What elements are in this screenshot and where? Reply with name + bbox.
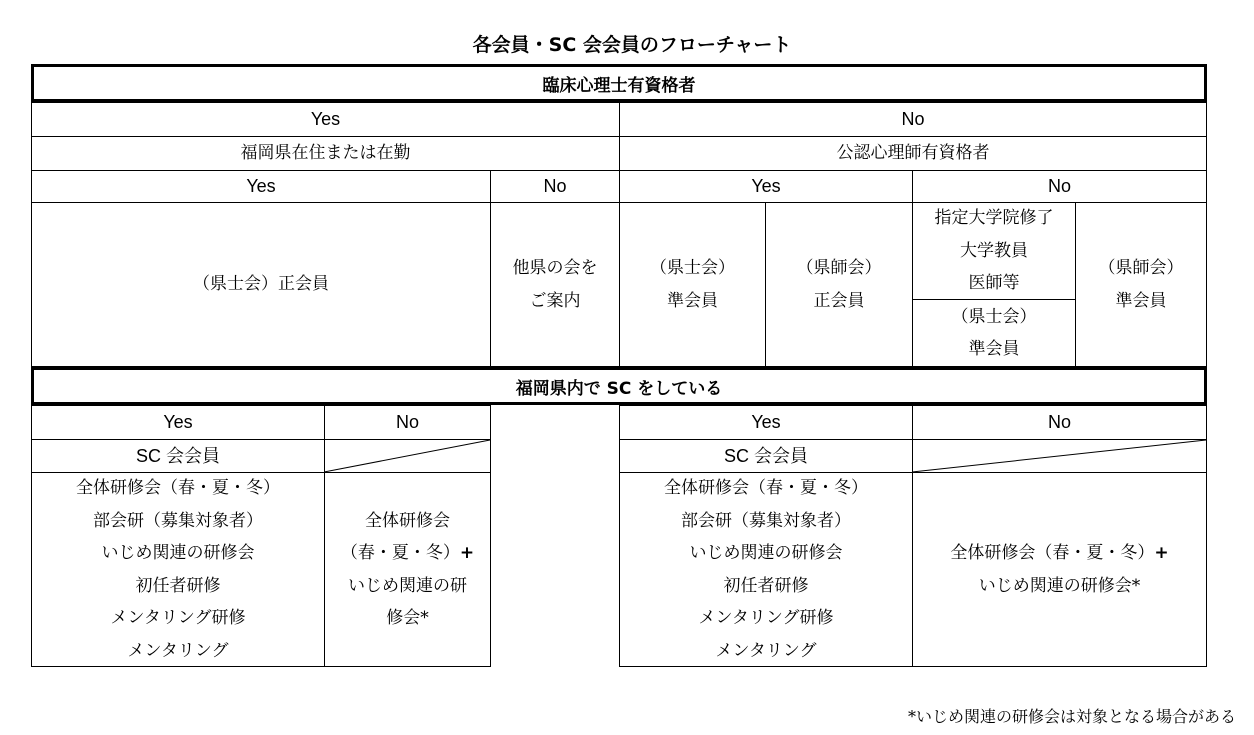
training-item: 全体研修会（春・夏・冬） — [950, 543, 1155, 563]
training-list-no-left — [324, 472, 491, 667]
training-item: 修会* — [386, 608, 429, 628]
training-item-with-plus — [950, 537, 1168, 570]
no-label-sc-left: No — [324, 405, 491, 440]
result-text-line: （県士会） — [951, 306, 1037, 327]
question-certified-psychologist: 公認心理師有資格者 — [619, 136, 1207, 171]
result-text-line: （県師会） — [1098, 258, 1184, 278]
training-item: 全体研修会（春・夏・冬） — [664, 478, 868, 498]
yes-label-l3-left: Yes — [31, 170, 491, 203]
result-text-line: 他県の会を — [512, 258, 598, 278]
result-text-line: 準会員 — [968, 339, 1020, 359]
empty-diagonal-cell-left — [324, 439, 491, 473]
yes-label-l1: Yes — [31, 102, 620, 137]
condition-text-line: 医師等 — [968, 273, 1020, 294]
training-item: 全体研修会 — [365, 510, 450, 531]
training-list-yes-left — [31, 472, 325, 667]
result-text-line: 準会員 — [667, 290, 718, 311]
training-item: 全体研修会（春・夏・冬） — [76, 478, 280, 498]
result-text-line: （県師会） — [796, 258, 882, 278]
result-associate-shikai — [619, 202, 766, 367]
training-item: （春・夏・冬） — [340, 543, 460, 563]
training-item-with-plus — [341, 537, 474, 570]
training-item: いじめ関連の研修会* — [978, 575, 1141, 596]
result-other-prefecture — [490, 202, 620, 367]
plus-sign: + — [459, 543, 475, 563]
sc-member-left: SC 会会員 — [31, 439, 325, 473]
question-sc-in-fukuoka: 福岡県内で SC をしている — [31, 367, 1207, 405]
result-associate-shikai-shi — [1075, 202, 1207, 367]
training-item: いじめ関連の研修会 — [689, 543, 843, 563]
training-item: 初任者研修 — [723, 575, 809, 596]
result-text-line: （県士会） — [650, 258, 735, 278]
result-text-line: ご案内 — [529, 290, 581, 311]
no-label-l1: No — [619, 102, 1207, 137]
condition-text-line: 指定大学院修了 — [934, 208, 1054, 229]
training-item: いじめ関連の研 — [348, 575, 467, 596]
diagonal-line — [324, 439, 491, 473]
result-text-line: 正会員 — [813, 290, 865, 311]
training-item: 部会研（募集対象者） — [93, 510, 263, 531]
condition-text-line: 大学教員 — [960, 240, 1028, 261]
yes-label-sc-left: Yes — [31, 405, 325, 440]
footnote: *いじめ関連の研修会は対象となる場合がある — [907, 707, 1236, 726]
question-fukuoka-resident: 福岡県在住または在勤 — [31, 136, 620, 171]
training-item: いじめ関連の研修会 — [101, 543, 255, 563]
no-label-l3-right: No — [912, 170, 1207, 203]
result-regular-member: （県士会）正会員 — [31, 202, 491, 367]
training-item: メンタリング研修 — [698, 608, 834, 628]
result-text-line: 準会員 — [1115, 290, 1167, 311]
condition-graduate-faculty-doctor — [912, 202, 1076, 300]
yes-label-sc-right: Yes — [619, 405, 913, 440]
plus-sign: + — [1154, 543, 1169, 563]
training-item: メンタリング — [715, 640, 817, 661]
training-item: 初任者研修 — [135, 575, 221, 596]
no-label-l3-left: No — [490, 170, 620, 203]
training-item: メンタリング — [127, 640, 229, 661]
training-item: 部会研（募集対象者） — [681, 510, 851, 531]
empty-diagonal-cell-right — [912, 439, 1207, 473]
no-label-sc-right: No — [912, 405, 1207, 440]
question-clinical-psychologist: 臨床心理士有資格者 — [31, 64, 1207, 102]
training-list-yes-right — [619, 472, 913, 667]
page-title: 各会員・SC 会会員のフローチャート — [472, 33, 792, 56]
training-list-no-right — [912, 472, 1207, 667]
training-item: メンタリング研修 — [110, 608, 246, 628]
yes-label-l3-right: Yes — [619, 170, 913, 203]
sc-member-right: SC 会会員 — [619, 439, 913, 473]
result-associate-shikai-2 — [912, 299, 1076, 367]
result-regular-shikai-shi — [765, 202, 913, 367]
diagonal-line — [912, 439, 1207, 473]
